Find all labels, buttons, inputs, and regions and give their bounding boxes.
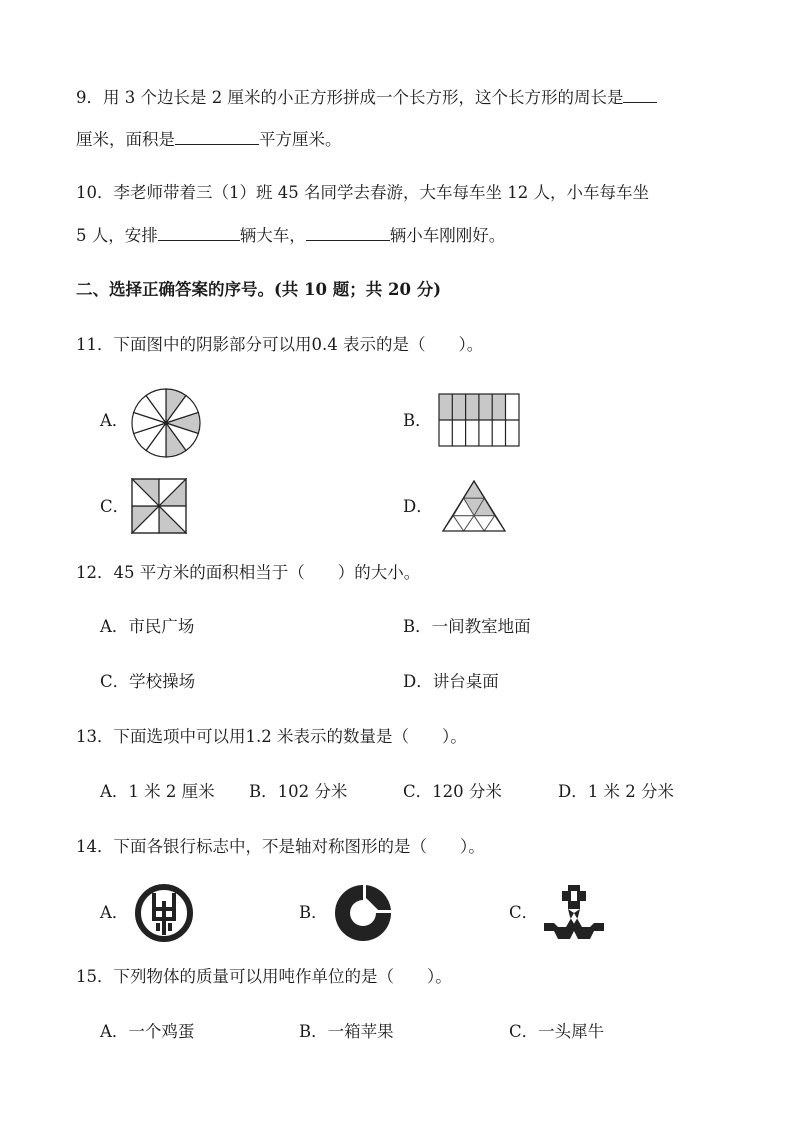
q12-option-a[interactable]: A．市民广场 — [100, 617, 195, 636]
q12-stem: 12．45 平方米的面积相当于（ ）的大小。 — [76, 563, 421, 582]
q13-option-b[interactable]: B．102 分米 — [249, 782, 348, 801]
bank-logo-communications-icon — [542, 883, 606, 941]
section2-title: 二、选择正确答案的序号。(共 10 题；共 20 分) — [76, 280, 442, 299]
q10-line2 — [76, 224, 505, 247]
q11-option-b-label[interactable]: B． — [403, 411, 432, 430]
q10-text-4: 辆小车刚刚好。 — [389, 226, 506, 245]
bank-logo-agricultural-icon — [134, 883, 194, 943]
triangle-9-parts-icon — [441, 479, 507, 533]
q11-option-b-grid-figure[interactable] — [438, 393, 520, 447]
q14-option-b-label[interactable]: B． — [299, 903, 328, 922]
bank-logo-construction-icon — [332, 882, 394, 944]
q10-text-2: 5 人，安排 — [76, 226, 158, 245]
q9-blank-perimeter[interactable] — [623, 86, 657, 103]
q10-blank-big-bus[interactable] — [158, 224, 240, 241]
q13-option-a[interactable]: A．1 米 2 厘米 — [100, 782, 215, 801]
square-8-triangles-icon — [131, 478, 187, 534]
q11-option-a-label[interactable]: A． — [100, 411, 129, 430]
q10-line1 — [76, 182, 649, 204]
q11-option-d-label[interactable]: D． — [403, 497, 433, 516]
q14-option-a-label[interactable]: A． — [100, 903, 129, 922]
q9-text-2: 厘米，面积是 — [76, 130, 175, 149]
q12-option-d[interactable]: D．讲台桌面 — [403, 672, 499, 691]
q11-option-c-square-figure[interactable] — [131, 478, 187, 534]
q12-option-b[interactable]: B．一间教室地面 — [403, 617, 531, 636]
q11-option-c-label[interactable]: C． — [100, 497, 130, 516]
q9-line2 — [76, 128, 342, 151]
q11-stem: 11．下面图中的阴影部分可以用0.4 表示的是（ ）。 — [76, 335, 484, 354]
q14-option-a-logo[interactable] — [134, 883, 194, 943]
q14-stem: 14．下面各银行标志中，不是轴对称图形的是（ ）。 — [76, 837, 485, 856]
q14-option-c-label[interactable]: C． — [509, 903, 539, 922]
q10-blank-small-bus[interactable] — [306, 224, 390, 241]
q13-option-d[interactable]: D．1 米 2 分米 — [558, 782, 674, 801]
grid-6x2-icon — [438, 393, 520, 447]
q15-option-a[interactable]: A．一个鸡蛋 — [100, 1022, 195, 1041]
q15-option-c[interactable]: C．一头犀牛 — [509, 1022, 605, 1041]
q9-line1 — [76, 86, 657, 109]
q13-stem: 13．下面选项中可以用1.2 米表示的数量是（ ）。 — [76, 727, 467, 746]
q14-option-c-logo[interactable] — [542, 883, 606, 941]
q13-option-c[interactable]: C．120 分米 — [403, 782, 502, 801]
q12-option-c[interactable]: C．学校操场 — [100, 672, 196, 691]
q15-option-b[interactable]: B．一箱苹果 — [299, 1022, 394, 1041]
circle-10-parts-icon — [130, 387, 202, 459]
q15-stem: 15．下列物体的质量可以用吨作单位的是（ ）。 — [76, 967, 452, 986]
q9-text-3: 平方厘米。 — [259, 130, 342, 149]
q9-blank-area[interactable] — [175, 128, 259, 145]
q9-text-1: 9．用 3 个边长是 2 厘米的小正方形拼成一个长方形，这个长方形的周长是 — [76, 88, 624, 107]
q11-option-a-circle-figure[interactable] — [130, 387, 202, 459]
q10-text-1: 10．李老师带着三（1）班 45 名同学去春游，大车每车坐 12 人，小车每车坐 — [76, 183, 649, 202]
q11-option-d-triangle-figure[interactable] — [441, 479, 507, 533]
q14-option-b-logo[interactable] — [332, 882, 394, 944]
q10-text-3: 辆大车， — [239, 226, 306, 245]
